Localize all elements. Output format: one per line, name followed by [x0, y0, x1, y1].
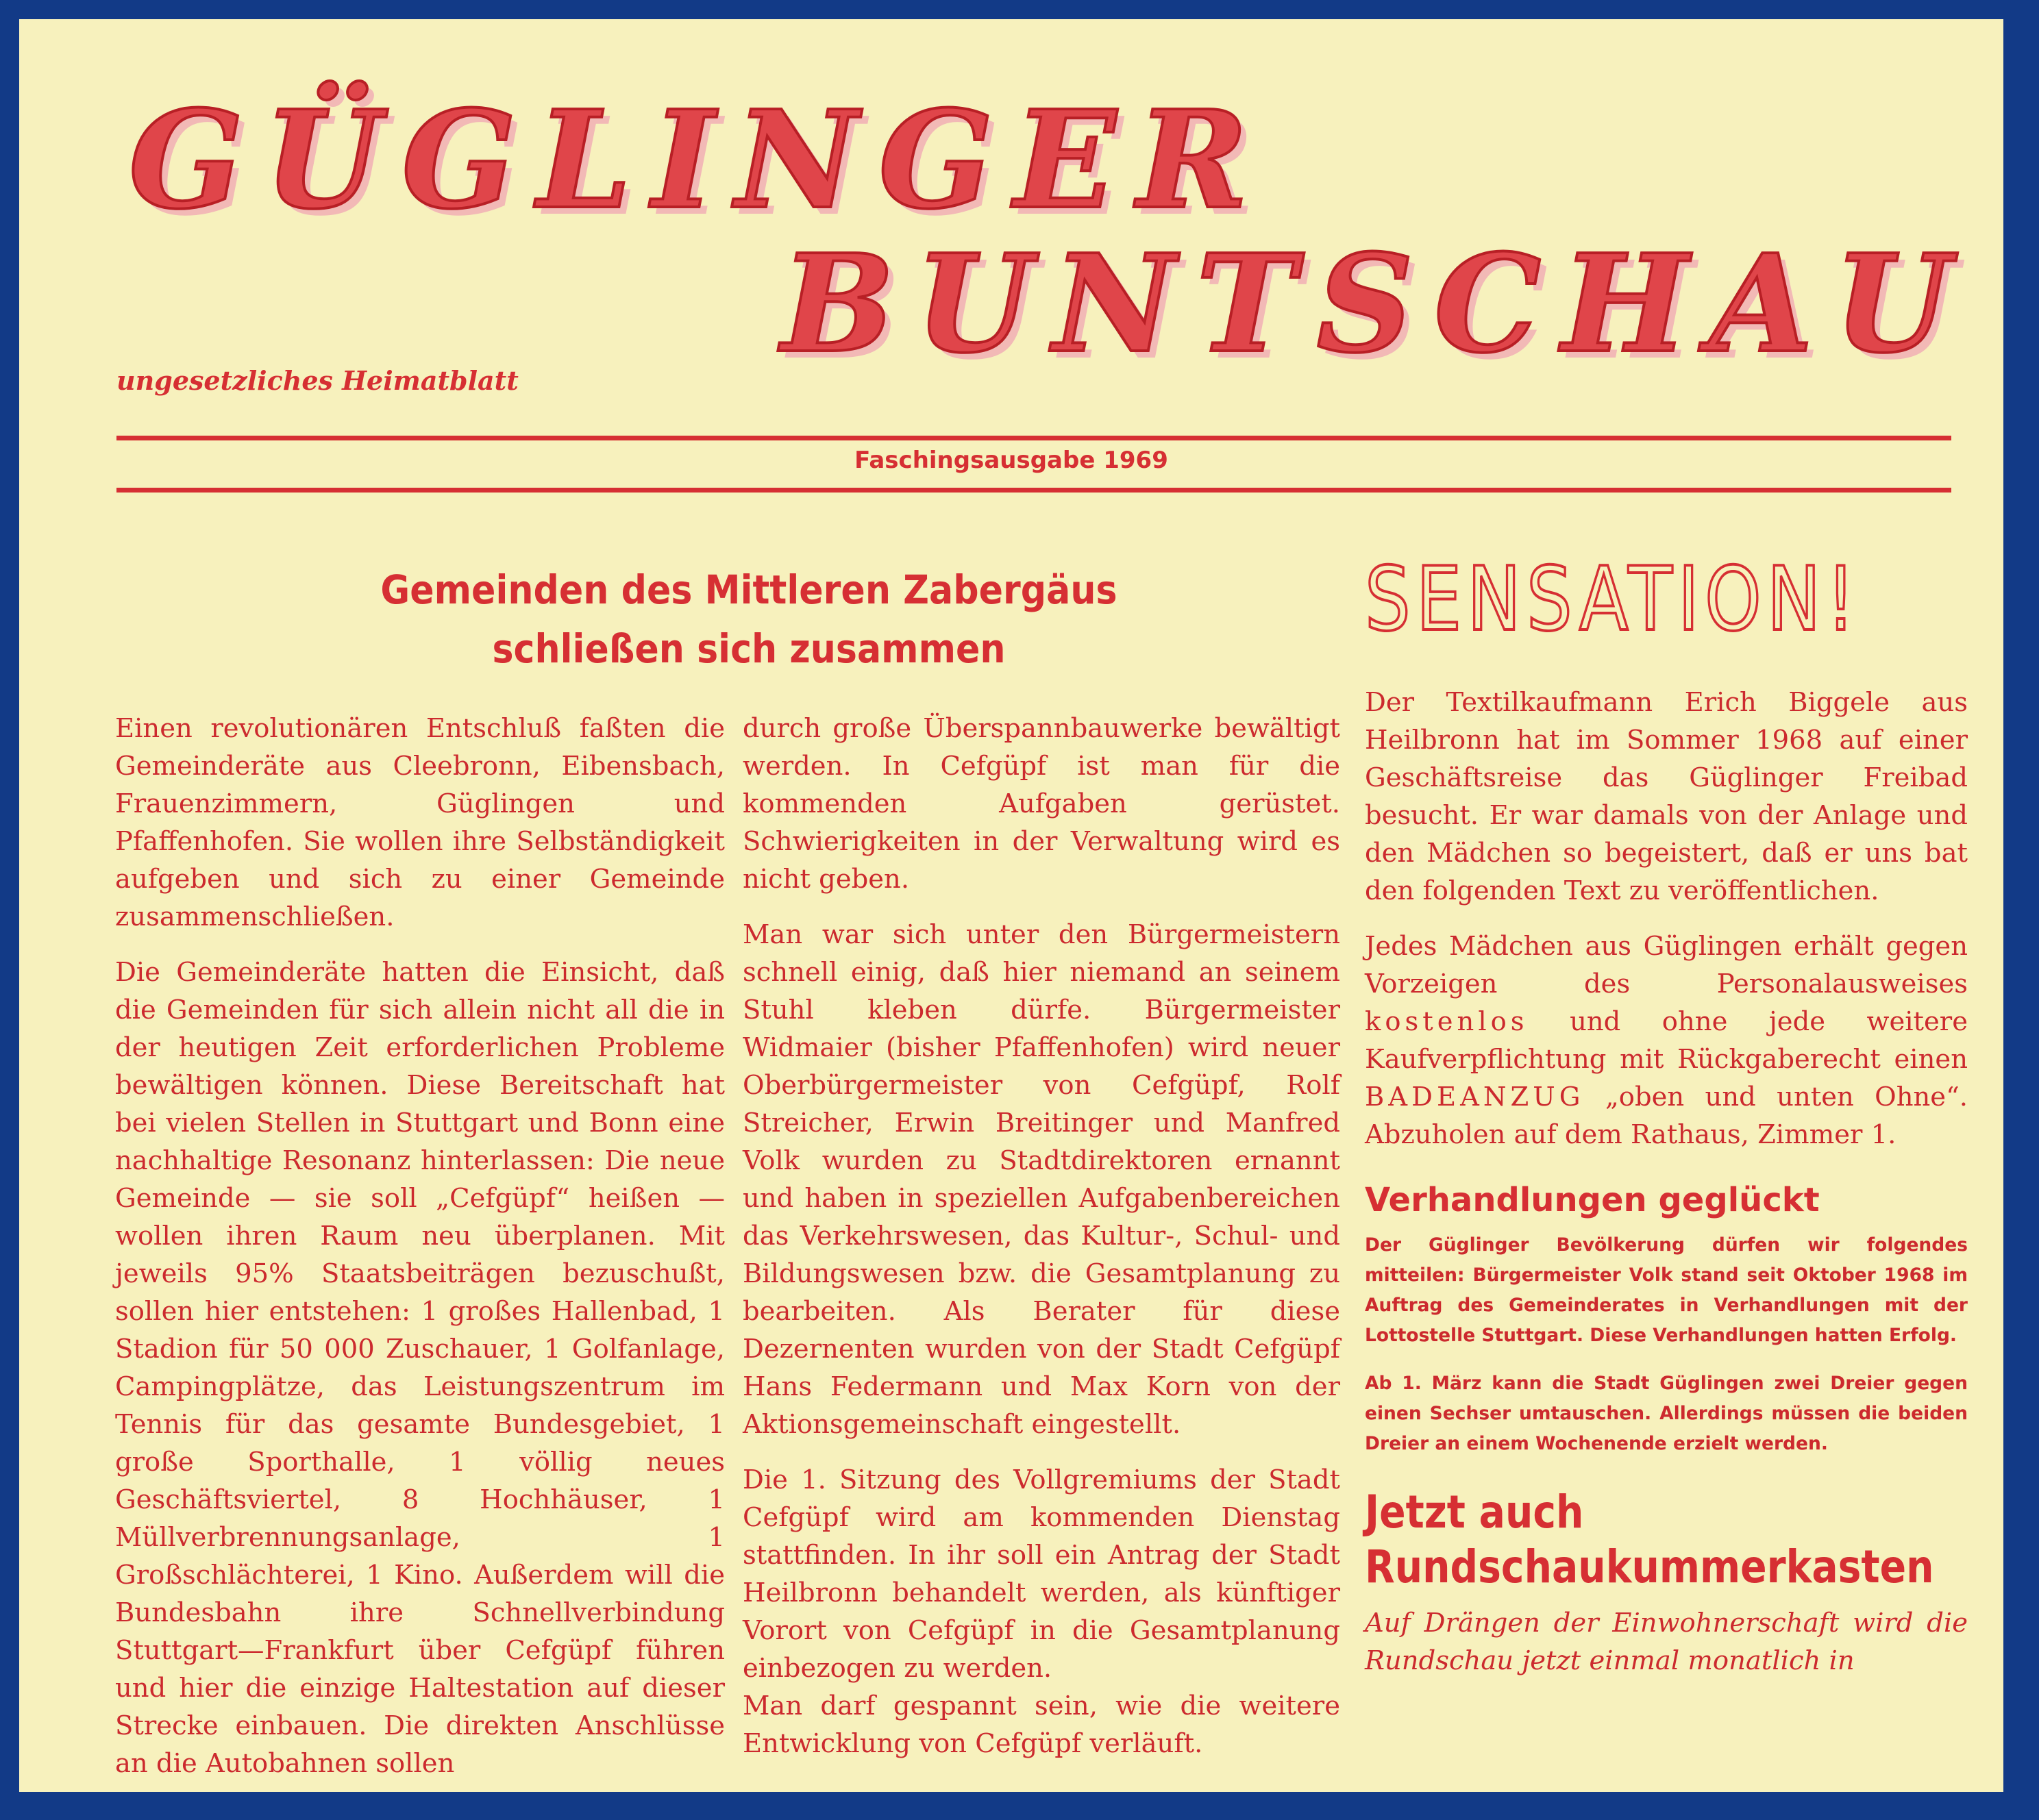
- article-paragraph: Man darf gespannt sein, wie die weitere Entwicklung von Cefgüpf verläuft.: [743, 1691, 1340, 1759]
- article-paragraph: Man war sich unter den Bürgermeistern schnell einig, daß hier niemand an seinem Stuhl kleben dürfe. Bürgermeister Widmaier (bisher Pfaffenhofen) wird neuer Oberbürgermeister von Cefgüpf, Rolf Streicher, Erwin Breitinger und Manfred Volk wurden zu Stadtdirektoren ernannt und haben in speziellen Aufgabenbereichen das Verkehrswesen, das Kultur-, Schul- und Bildungswesen bzw. die Gesamtplanung zu bearbeiten. Als Berater für diese Dezernenten wurden von der Stadt Cefgüpf Hans Federmann und Max Korn von der Aktionsgemeinschaft eingestellt.: [743, 919, 1340, 1440]
- sensation-paragraph: Der Textilkaufmann Erich Biggele aus Heilbronn hat im Sommer 1968 auf einer Geschäftsreise das Güglinger Freibad besucht. Er war damals von der Anlage und den Mädchen so begeistert, daß er uns bat den folgenden Text zu veröffentlichen.: [1365, 687, 1968, 906]
- kummerkasten-headline-line2: Rundschaukummerkasten: [1365, 1541, 1934, 1593]
- main-headline-line2: schließen sich zusammen: [492, 625, 1006, 672]
- edition-label: Faschingsausgabe 1969: [854, 447, 1168, 474]
- sidebar-column: [1365, 684, 1968, 1680]
- article-paragraph: durch große Überspannbauwerke bewältigt werden. In Cefgüpf ist man für die kommenden Aufgaben gerüstet. Schwierigkeiten in der Verwaltung wird es nicht geben.: [743, 713, 1340, 895]
- divider-bottom: [116, 488, 1951, 493]
- verhandlungen-headline: Verhandlungen geglückt: [1365, 1181, 1820, 1219]
- offer-text-a: Jedes Mädchen aus Güglingen erhält gegen Vorzeigen des Personalausweises: [1365, 931, 1968, 999]
- masthead-title-line2: BUNTSCHAU: [781, 225, 1972, 383]
- kummerkasten-paragraph: Auf Drängen der Einwohnerschaft wird die Rundschau jetzt einmal monatlich in: [1365, 1608, 1968, 1676]
- offer-text-b: und ohne jede weitere Kaufverpflichtung mit Rückgaberecht einen: [1365, 1006, 1968, 1075]
- newspaper-page: [19, 19, 2003, 1792]
- sensation-paragraph-offer: [1365, 927, 1968, 1154]
- article-paragraph: Die 1. Sitzung des Vollgremiums der Stadt Cefgüpf wird am kommenden Dienstag stattfinden. In ihr soll ein Antrag der Stadt Heilbronn behandelt werden, als künftiger Vorort von Cefgüpf in die Gesamtplanung einbezogen zu werden.: [743, 1464, 1340, 1684]
- sensation-headline: SENSATION!: [1365, 549, 1861, 651]
- kummerkasten-headline: [1365, 1485, 1934, 1595]
- verhandlungen-paragraph: Der Güglinger Bevölkerung dürfen wir folgendes mitteilen: Bürgermeister Volk stand seit Oktober 1968 im Auftrag des Gemeinderates in Verhandlungen mit der Lottostelle Stuttgart. Diese Verhandlungen hatten Erfolg.: [1365, 1234, 1968, 1346]
- kummerkasten-headline-line1: Jetzt auch: [1365, 1486, 1584, 1538]
- masthead-tagline: ungesetzliches Heimatblatt: [116, 365, 519, 396]
- article-column-1: [115, 710, 725, 1792]
- main-headline-line1: Gemeinden des Mittleren Zabergäus: [380, 566, 1117, 613]
- offer-text-c: „oben und unten Ohne“. Abzuholen auf dem Rathaus, Zimmer 1.: [1365, 1082, 1968, 1150]
- article-column-2: [743, 710, 1340, 1780]
- offer-badeanzug: BADEANZUG: [1365, 1082, 1585, 1112]
- article-paragraph: Einen revolutionären Entschluß faßten die Gemeinderäte aus Cleebronn, Eibensbach, Frauenzimmern, Güglingen und Pfaffenhofen. Sie wollen ihre Selbständigkeit aufgeben und sich zu einer Gemeinde zusammenschließen.: [115, 713, 725, 932]
- article-paragraph: Die Gemeinderäte hatten die Einsicht, daß die Gemeinden für sich allein nicht all die in der heutigen Zeit erforderlichen Probleme bewältigen können. Diese Bereitschaft hat bei vielen Stellen in Stuttgart und Bonn eine nachhaltige Resonanz hinterlassen: Die neue Gemeinde — sie soll „Cefgüpf“ heißen — wollen ihren Raum neu überplanen. Mit jeweils 95% Staatsbeiträgen bezuschußt, sollen hier entstehen: 1 großes Hallenbad, 1 Stadion für 50 000 Zuschauer, 1 Golfanlage, Campingplätze, das Leistungszentrum im Tennis für das gesamte Bundesgebiet, 1 große Sporthalle, 1 völlig neues Geschäftsviertel, 8 Hochhäuser, 1 Müllverbrennungsanlage, 1 Großschlächterei, 1 Kino. Außerdem will die Bundesbahn ihre Schnellverbindung Stuttgart—Frankfurt über Cefgüpf führen und hier die einzige Haltestation auf dieser Strecke einbauen. Die direkten Anschlüsse an die Autobahnen sollen: [115, 957, 725, 1779]
- masthead-title-line1: GÜGLINGER: [129, 82, 1270, 239]
- verhandlungen-paragraph: Ab 1. März kann die Stadt Güglingen zwei Dreier gegen einen Sechser umtauschen. Allerdings müssen die beiden Dreier an einem Wochenende erzielt werden.: [1365, 1373, 1968, 1454]
- divider-top: [116, 436, 1951, 440]
- offer-kostenlos: kostenlos: [1365, 1006, 1529, 1037]
- main-article-headline: [277, 560, 1221, 678]
